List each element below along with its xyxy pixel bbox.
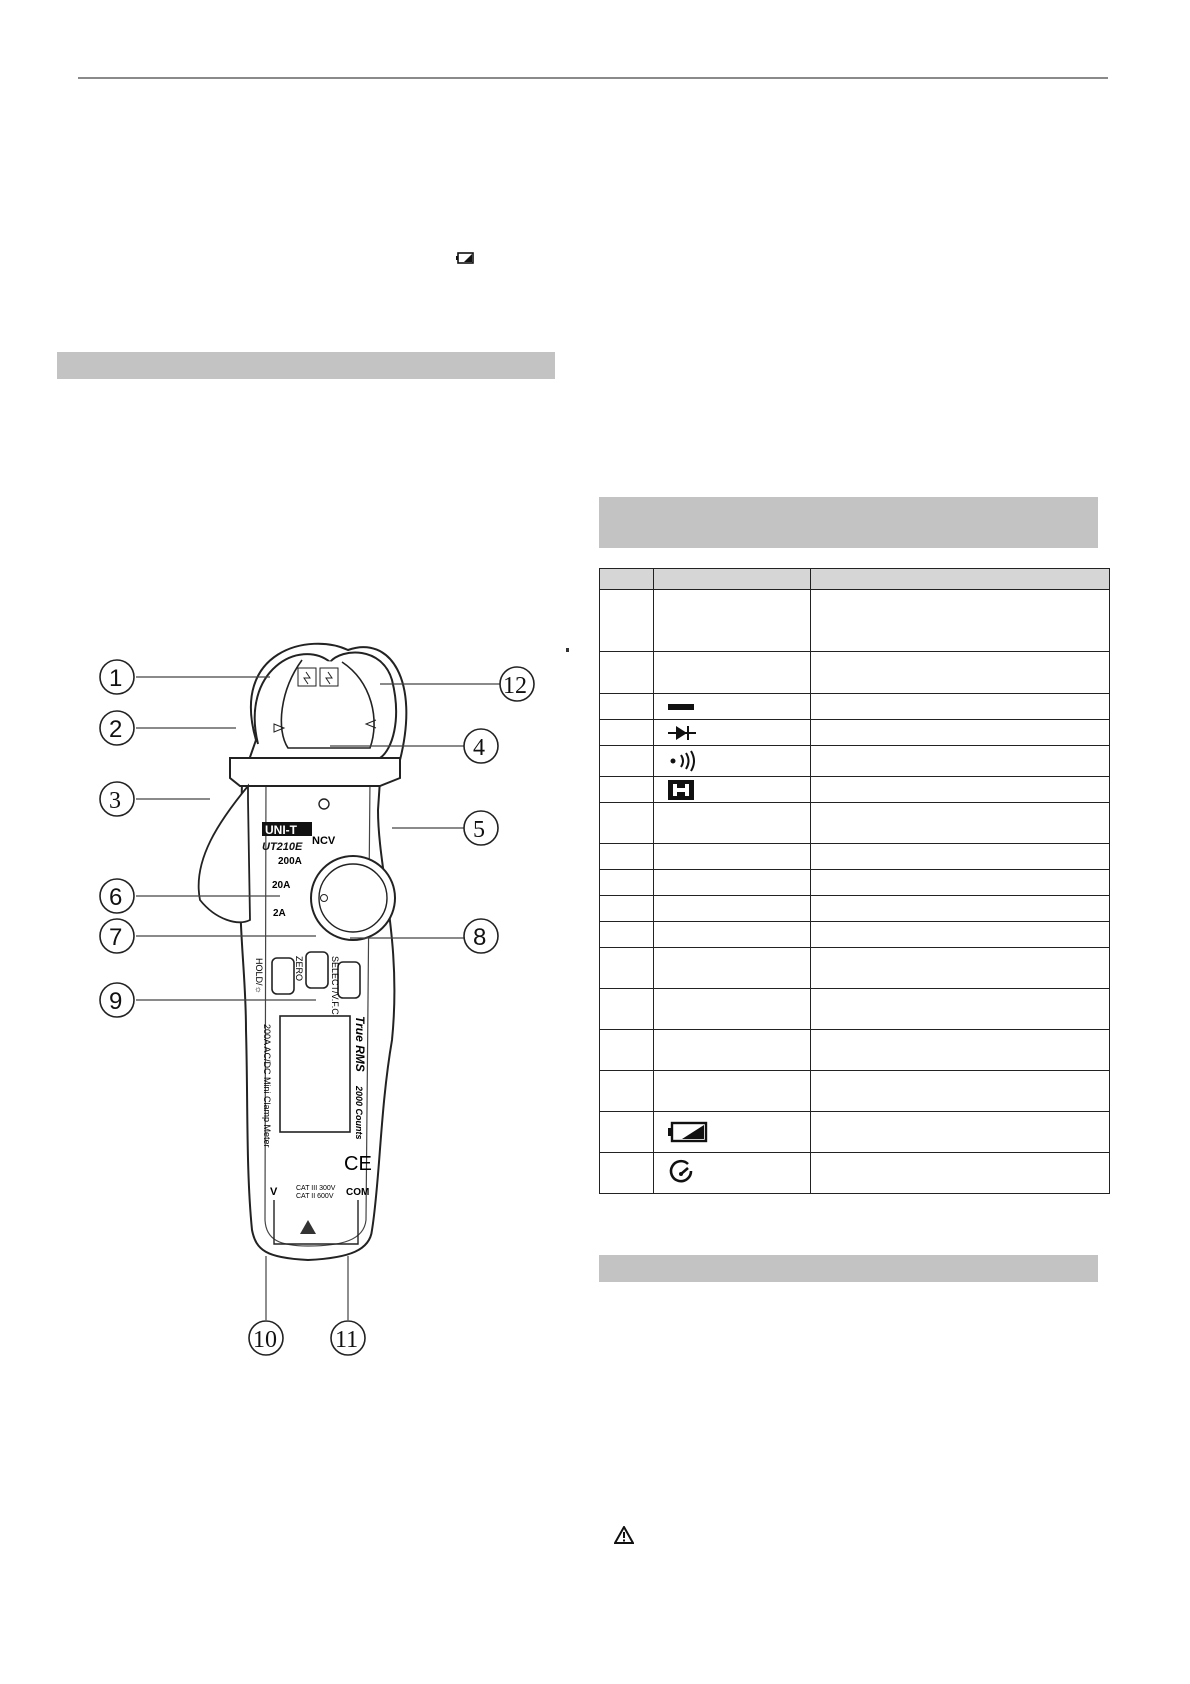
callout-2: 2	[109, 716, 123, 743]
table-row	[600, 948, 1110, 989]
symbol-cell	[654, 590, 811, 652]
callout-7: 7	[109, 924, 123, 951]
clamp-trigger	[199, 786, 250, 922]
symbol-cell	[654, 870, 811, 896]
callout-3: 3	[109, 788, 121, 814]
callout-8: 8	[473, 924, 487, 951]
row-number-cell	[600, 694, 654, 720]
range-200a: 200A	[278, 856, 302, 867]
terminal-v-label: V	[270, 1186, 278, 1198]
select-button	[338, 962, 360, 998]
symbol-cell	[654, 989, 811, 1030]
table-row	[600, 652, 1110, 694]
hold-button	[272, 958, 294, 994]
row-number-cell	[600, 590, 654, 652]
zero-button	[306, 952, 328, 988]
table-row	[600, 989, 1110, 1030]
symbol-cell	[654, 1071, 811, 1112]
description-cell	[811, 1030, 1110, 1071]
symbol-cell	[654, 777, 811, 803]
description-cell	[811, 590, 1110, 652]
cat-rating-1: CAT III 300V	[296, 1185, 336, 1192]
description-cell	[811, 922, 1110, 948]
true-rms-text: True RMS	[353, 1016, 367, 1072]
row-number-cell	[600, 720, 654, 746]
callout-12: 12	[503, 673, 527, 699]
symbol-cell	[654, 746, 811, 777]
cat-rating-2: CAT II 600V	[296, 1193, 334, 1200]
description-cell	[811, 803, 1110, 844]
warning-icon	[614, 1526, 634, 1544]
description-cell	[811, 777, 1110, 803]
row-number-cell	[600, 896, 654, 922]
table-header-row	[600, 569, 1110, 590]
row-number-cell	[600, 1153, 654, 1194]
table-row	[600, 896, 1110, 922]
description-cell	[811, 896, 1110, 922]
low-battery-icon	[668, 1121, 708, 1143]
table-row	[600, 922, 1110, 948]
description-cell	[811, 720, 1110, 746]
front-text: 200A AC/DC Mini Clamp Meter	[262, 1024, 272, 1148]
symbol-cell	[654, 720, 811, 746]
symbols-heading-bar	[599, 497, 1098, 548]
table-row	[600, 590, 1110, 652]
header-rule	[78, 77, 1108, 79]
hold-label: HOLD/☼	[254, 958, 264, 994]
callout-5: 5	[473, 817, 485, 843]
battery-icon	[456, 252, 474, 264]
section-heading-bar-2	[599, 1255, 1098, 1282]
row-number-cell	[600, 1071, 654, 1112]
symbol-cell	[654, 1030, 811, 1071]
auto-power-off-icon	[668, 1159, 696, 1187]
row-number-cell	[600, 652, 654, 694]
description-cell	[811, 870, 1110, 896]
zero-label: ZERO	[294, 956, 304, 982]
description-cell	[811, 844, 1110, 870]
row-number-cell	[600, 1112, 654, 1153]
diode-icon	[668, 725, 696, 741]
symbol-cell	[654, 1112, 811, 1153]
brand-logo: UNI-T	[265, 823, 297, 837]
row-number-cell	[600, 1030, 654, 1071]
callout-1: 1	[109, 665, 123, 692]
callout-9: 9	[109, 988, 123, 1015]
row-number-cell	[600, 844, 654, 870]
callout-6: 6	[109, 884, 123, 911]
table-row	[600, 720, 1110, 746]
description-cell	[811, 1153, 1110, 1194]
range-20a: 20A	[272, 880, 291, 891]
terminal-com-label: COM	[346, 1187, 370, 1198]
ce-mark: CE	[344, 1153, 372, 1175]
range-ncv: NCV	[312, 835, 336, 847]
symbols-table	[599, 568, 1110, 1194]
description-cell	[811, 948, 1110, 989]
description-cell	[811, 989, 1110, 1030]
table-row	[600, 1112, 1110, 1153]
section-heading-bar	[57, 352, 555, 379]
table-row	[600, 870, 1110, 896]
model-name: UT210E	[262, 841, 303, 853]
select-label: SELECT/V.F.C	[330, 956, 340, 1015]
description-cell	[811, 1112, 1110, 1153]
table-row	[600, 844, 1110, 870]
clamp-meter-diagram	[80, 640, 560, 1360]
hold-icon	[668, 780, 694, 800]
table-row	[600, 777, 1110, 803]
table-row	[600, 803, 1110, 844]
callout-11: 11	[335, 1327, 359, 1353]
symbol-cell	[654, 896, 811, 922]
symbol-cell	[654, 1153, 811, 1194]
row-number-cell	[600, 746, 654, 777]
row-number-cell	[600, 777, 654, 803]
table-row	[600, 1153, 1110, 1194]
description-cell	[811, 652, 1110, 694]
description-cell	[811, 1071, 1110, 1112]
description-cell	[811, 694, 1110, 720]
row-number-cell	[600, 922, 654, 948]
symbol-cell	[654, 694, 811, 720]
symbol-cell	[654, 922, 811, 948]
table-row	[600, 694, 1110, 720]
range-2a: 2A	[273, 908, 286, 919]
symbol-cell	[654, 652, 811, 694]
lcd-display	[280, 1016, 350, 1132]
stray-mark	[566, 648, 569, 652]
counts-text: 2000 Counts	[354, 1086, 364, 1140]
callout-4: 4	[473, 735, 485, 761]
symbol-cell	[654, 803, 811, 844]
symbol-cell	[654, 844, 811, 870]
hand-guard	[230, 758, 400, 786]
table-row	[600, 746, 1110, 777]
row-number-cell	[600, 948, 654, 989]
symbol-cell	[654, 948, 811, 989]
row-number-cell	[600, 870, 654, 896]
callout-10: 10	[253, 1327, 277, 1353]
row-number-cell	[600, 803, 654, 844]
row-number-cell	[600, 989, 654, 1030]
description-cell	[811, 746, 1110, 777]
table-row	[600, 1071, 1110, 1112]
continuity-icon	[668, 750, 700, 772]
table-row	[600, 1030, 1110, 1071]
dc-bar-icon	[668, 702, 694, 712]
